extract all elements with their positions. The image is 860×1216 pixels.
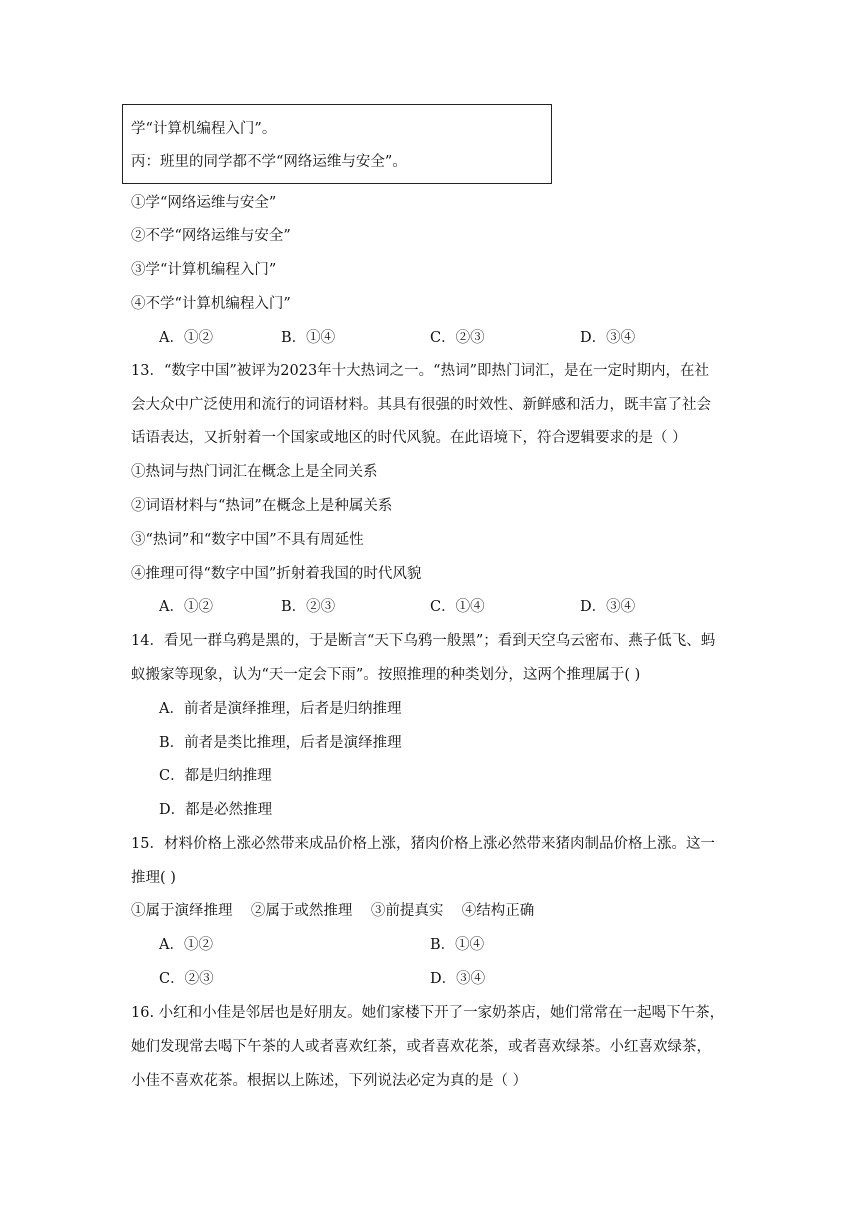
material-line-2: 丙：班里的同学都不学“网络运维与安全”。 <box>131 154 407 170</box>
q13-item-3: ③“热词”和“数字中国”不具有周延性 <box>131 532 364 548</box>
q16-stem-line-3: 小佳不喜欢花茶。根据以上陈述，下列说法必定为真的是（ ） <box>131 1073 528 1089</box>
q13-item-4: ④推理可得“数字中国”折射着我国的时代风貌 <box>131 566 422 582</box>
q13-option-c[interactable]: C．①④ <box>430 599 485 615</box>
q15-option-d[interactable]: D．③④ <box>430 971 486 987</box>
q15-option-b[interactable]: B．①④ <box>430 937 485 953</box>
q14-stem-line-1: 14．看见一群乌鸦是黑的，于是断言“天下乌鸦一般黑”；看到天空乌云密布、燕子低飞、蚂 <box>131 633 716 649</box>
q15-stem-line-2: 推理( ) <box>131 870 176 886</box>
q16-stem-line-2: 她们发现常去喝下午茶的人或者喜欢红茶，或者喜欢花茶，或者喜欢绿茶。小红喜欢绿茶， <box>131 1039 711 1055</box>
q14-option-d[interactable]: D．都是必然推理 <box>159 802 273 818</box>
q15-stem-line-1: 15．材料价格上涨必然带来成品价格上涨，猪肉价格上涨必然带来猪肉制品价格上涨。这一 <box>131 836 715 852</box>
q13-option-d[interactable]: D．③④ <box>580 599 636 615</box>
q13-option-b[interactable]: B．②③ <box>281 599 336 615</box>
q13-item-2: ②词语材料与“热词”在概念上是种属关系 <box>131 498 393 514</box>
q12-option-b[interactable]: B．①④ <box>281 330 336 346</box>
q15-items: ①属于演绎推理 ②属于或然推理 ③前提真实 ④结构正确 <box>131 903 535 919</box>
q13-stem-line-3: 话语表达，又折射着一个国家或地区的时代风貌。在此语境下，符合逻辑要求的是（ ） <box>131 430 687 446</box>
q13-item-1: ①热词与热门词汇在概念上是全同关系 <box>131 464 378 480</box>
q12-option-c[interactable]: C．②③ <box>430 330 485 346</box>
q15-option-c[interactable]: C．②③ <box>159 971 214 987</box>
material-box <box>122 104 552 184</box>
q12-item-2: ②不学“网络运维与安全” <box>131 228 291 244</box>
q13-stem-line-2: 会大众中广泛使用和流行的词语材料。其具有很强的时效性、新鲜感和活力，既丰富了社会 <box>131 397 711 413</box>
material-line-1: 学“计算机编程入门”。 <box>131 121 277 137</box>
q14-option-a[interactable]: A．前者是演绎推理，后者是归纳推理 <box>159 701 402 717</box>
q13-option-a[interactable]: A．①② <box>159 599 213 615</box>
q15-option-a[interactable]: A．①② <box>159 937 213 953</box>
q14-option-b[interactable]: B．前者是类比推理，后者是演绎推理 <box>159 735 402 751</box>
q14-option-c[interactable]: C．都是归纳推理 <box>159 768 272 784</box>
q16-stem-line-1: 16. 小红和小佳是邻居也是好朋友。她们家楼下开了一家奶茶店，她们常常在一起喝下午茶， <box>131 1005 725 1021</box>
q12-option-a[interactable]: A．①② <box>159 330 213 346</box>
q12-item-3: ③学“计算机编程入门” <box>131 262 277 278</box>
q14-stem-line-2: 蚁搬家等现象，认为“天一定会下雨”。按照推理的种类划分，这两个推理属于( ) <box>131 667 641 683</box>
q13-stem-line-1: 13．“数字中国”被评为2023年十大热词之一。“热词”即热门词汇，是在一定时期内，在社 <box>131 363 710 379</box>
q12-item-4: ④不学“计算机编程入门” <box>131 296 291 312</box>
q12-item-1: ①学“网络运维与安全” <box>131 195 277 211</box>
q12-option-d[interactable]: D．③④ <box>580 330 636 346</box>
